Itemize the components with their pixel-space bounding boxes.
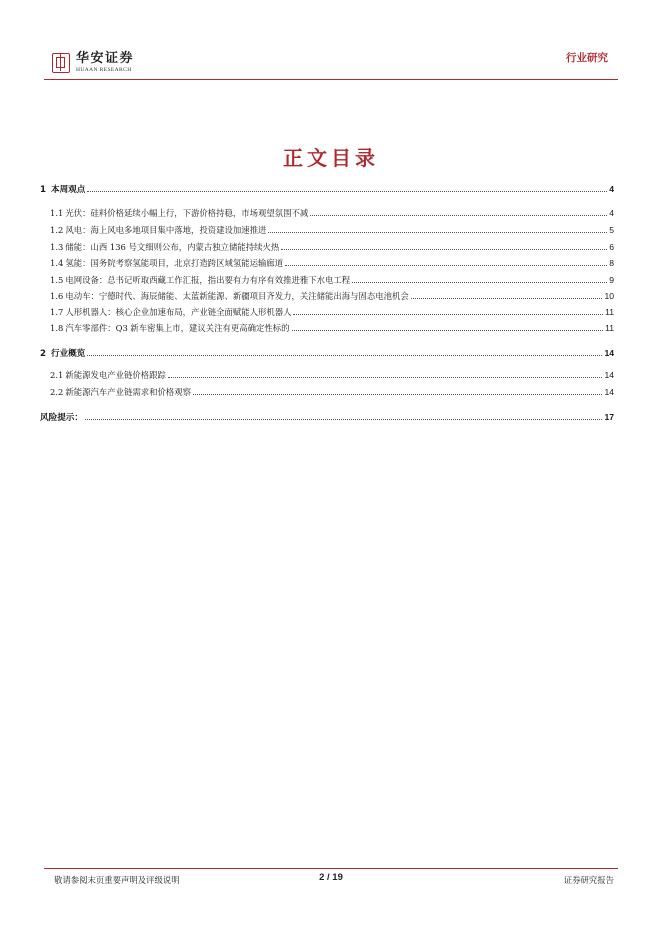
toc-entry-text: 风险提示： — [40, 413, 83, 423]
toc-entry-page: 17 — [604, 412, 614, 422]
toc-entry[interactable] — [50, 304, 614, 318]
toc-entry-text: 人形机器人：核心企业加速布局，产业链全面赋能人形机器人 — [65, 307, 292, 317]
toc-entry[interactable] — [50, 239, 614, 253]
toc-entry-text: 电动车：宁德时代、海辰储能、太蓝新能源、新疆项目齐发力，关注储能出海与固态电池机会 — [65, 291, 409, 301]
toc-leader-dots — [85, 409, 602, 420]
toc-entry-number: 1 — [40, 185, 46, 195]
toc-leader-dots — [87, 345, 602, 356]
toc-entry-number: 1.6 — [50, 291, 64, 301]
toc-entry-number: 1.8 — [50, 323, 64, 333]
toc-entry-page: 11 — [605, 323, 614, 333]
toc-leader-dots — [168, 367, 603, 378]
toc-entry-page: 4 — [609, 184, 614, 194]
toc-entry-number: 1.5 — [50, 275, 64, 285]
logo-cn: 华安证券 — [76, 51, 135, 66]
toc-entry[interactable] — [50, 255, 614, 269]
toc-entry-number: 1.4 — [50, 258, 64, 268]
company-logo — [52, 52, 134, 74]
toc-leader-dots — [281, 239, 607, 250]
toc-title: 正文目录 — [283, 146, 379, 170]
toc-entry-page: 5 — [609, 225, 614, 235]
logo-text — [76, 52, 134, 74]
page-number: 2 / 19 — [319, 872, 343, 883]
toc-entry-number: 1.1 — [50, 208, 64, 218]
toc-entry[interactable] — [50, 384, 614, 398]
section-tag: 行业研究 — [566, 52, 608, 64]
toc-entry[interactable] — [50, 272, 614, 286]
toc-leader-dots — [293, 304, 603, 315]
toc-entry-number: 1.3 — [50, 242, 64, 252]
toc-leader-dots — [411, 288, 603, 299]
toc-entry-page: 9 — [609, 275, 614, 285]
toc-leader-dots — [87, 181, 607, 192]
toc-entry-number: 2.1 — [50, 370, 64, 380]
seal-icon — [52, 53, 70, 73]
toc-entry-page: 14 — [604, 348, 614, 358]
toc-entry[interactable] — [40, 409, 614, 423]
toc-leader-dots — [285, 255, 607, 266]
toc-entry-text: 风电：海上风电多地项目集中落地，投资建设加速推进 — [65, 225, 267, 235]
toc-entry-text: 电网设备：总书记听取西藏工作汇报，指出要有力有序有效推进雅下水电工程 — [65, 275, 351, 285]
toc-leader-dots — [292, 320, 604, 331]
toc-entry-text: 新能源汽车产业链需求和价格观察 — [65, 387, 191, 397]
toc-leader-dots — [352, 272, 607, 283]
toc-entry[interactable] — [50, 288, 614, 302]
toc-entry-number: 2.2 — [50, 387, 64, 397]
toc-entry-page: 11 — [605, 307, 614, 317]
toc-leader-dots — [193, 384, 602, 395]
toc-entry-page: 8 — [609, 258, 614, 268]
toc-entry-text: 行业概览 — [50, 349, 86, 359]
toc-leader-dots — [310, 205, 607, 216]
toc-entry[interactable] — [50, 367, 614, 381]
toc-entry-text: 氢能：国务院考察氢能项目，北京打造跨区域氢能运输廊道 — [65, 258, 284, 268]
toc-entry[interactable] — [40, 345, 614, 359]
footer-report-type: 证券研究报告 — [563, 875, 614, 885]
page-header — [0, 0, 662, 90]
footer-divider — [44, 868, 618, 869]
toc-entry-page: 6 — [609, 242, 614, 252]
footer-disclaimer: 敬请参阅末页重要声明及评级说明 — [54, 875, 180, 885]
toc-entry-number: 1.7 — [50, 307, 64, 317]
logo-en: HUAAN RESEARCH — [76, 67, 132, 73]
toc-entry-page: 4 — [609, 208, 614, 218]
toc-leader-dots — [268, 222, 607, 233]
toc-entry-text: 光伏：硅料价格延续小幅上行，下游价格持稳，市场观望氛围不减 — [65, 208, 309, 218]
toc-entry-text: 新能源发电产业链价格跟踪 — [65, 370, 166, 380]
toc-entry-number: 1.2 — [50, 225, 64, 235]
toc-entry-text: 本周观点 — [50, 185, 86, 195]
toc-entry-page: 14 — [604, 370, 614, 380]
toc-entry-number: 2 — [40, 349, 46, 359]
toc-entry[interactable] — [50, 320, 614, 334]
toc-entry-text: 汽车零部件：Q3 新车密集上市，建议关注有更高确定性标的 — [65, 323, 290, 333]
toc-entry[interactable] — [40, 181, 614, 195]
toc-entry[interactable] — [50, 222, 614, 236]
toc-entry-text: 储能：山西 136 号文细则公布，内蒙古独立储能持续火热 — [65, 242, 280, 252]
toc-entry[interactable] — [50, 205, 614, 219]
header-divider — [44, 79, 618, 80]
toc-entry-page: 10 — [604, 291, 614, 301]
toc-entry-page: 14 — [604, 387, 614, 397]
